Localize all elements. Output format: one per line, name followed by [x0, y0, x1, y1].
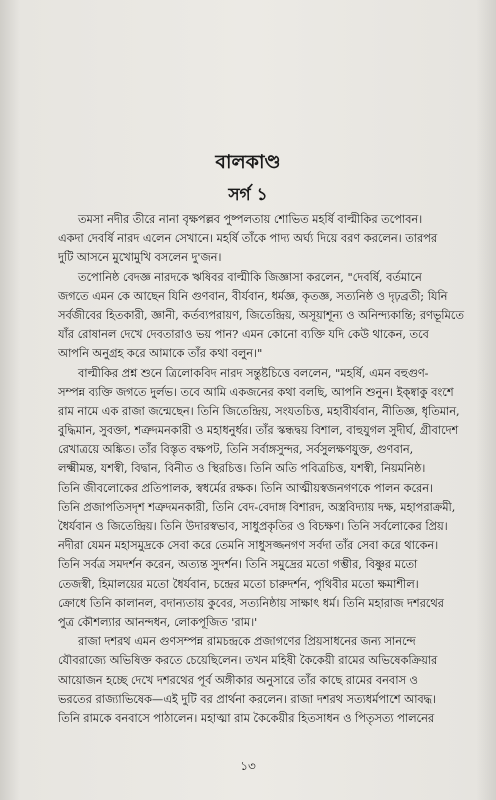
- text-line: রাজা দশরথ এমন গুণসম্পন্ন রামচন্দ্রকে প্রজাগণের প্রিয়সাধনের জন্য সানন্দে: [78, 635, 416, 649]
- text-line: জগতে এমন কে আছেন যিনি গুণবান, বীর্যবান, ধর্মজ্ঞ, কৃতজ্ঞ, সত্যনিষ্ঠ ও দৃঢ়ব্রতী; যিনি: [58, 289, 448, 303]
- text-line: সম্পন্ন ব্যক্তি জগতে দুর্লভ। তবে আমি একজনের কথা বলছি, আপনি শুনুন। ইক্ষ্বাকু বংশে: [58, 385, 454, 399]
- text-line: বুদ্ধিমান, সুবক্তা, শত্রুদমনকারী ও মহাধনুর্ধর। তাঁর স্কন্ধদ্বয় বিশাল, বাহুযুগল সুদীর্ঘ, গ্রীবাদেশ: [58, 424, 459, 438]
- text-line: তেজস্বী, হিমালয়ের মতো ধৈর্যবান, চন্দ্রের মতো চারুদর্শন, পৃথিবীর মতো ক্ষমাশীল।: [58, 577, 419, 591]
- text-line: পুত্র কৌশল্যার আনন্দধন, লোকপূজিত 'রাম।': [58, 615, 258, 629]
- text-line: ক্রোধে তিনি কালানল, বদান্যতায় কুবের, সত্যনিষ্ঠায় সাক্ষাৎ ধর্ম। তিনি মহারাজ দশরথের: [58, 596, 444, 610]
- text-line: নদীরা যেমন মহাসমুদ্রকে সেবা করে তেমনি সাধুসজ্জনগণ সর্বদা তাঁর সেবা করে থাকেন।: [58, 539, 439, 553]
- text-line: দুটি আসনে মুখোমুখি বসলেন দু'জন।: [58, 251, 222, 265]
- page-number: ১৩: [240, 759, 256, 773]
- text-line: বাল্মীকির প্রশ্ন শুনে ত্রিলোকবিদ নারদ সন্তুষ্টচিত্তে বললেন, "মহর্ষি, এমন বহুগুণ-: [78, 366, 429, 380]
- text-line: যাঁর রোষানল দেখে দেবতারাও ভয় পান? এমন কোনো ব্যক্তি যদি কেউ থাকেন, তবে: [58, 328, 429, 342]
- chapter-title: বালকাণ্ড: [215, 151, 281, 173]
- body-text: [58, 210, 466, 728]
- text-line: তিনি সর্বত্র সমদর্শন করেন, অত্যন্ত সুদর্শন। তিনি সমুদ্রের মতো গম্ভীর, বিষ্ণুর মতো: [58, 558, 418, 572]
- text-line: তিনি রামকে বনবাসে পাঠালেন। মহাত্মা রাম কৈকেয়ীর হিতসাধন ও পিতৃসত্য পালনের: [58, 711, 435, 725]
- text-line: তিনি জীবলোকের প্রতিপালক, স্বধর্মের রক্ষক। তিনি আত্মীয়স্বজনগণকে পালন করেন।: [58, 481, 434, 495]
- text-line: তিনি প্রজাপতিসদৃশ শত্রুদমনকারী, তিনি বেদ-বেদাঙ্গ বিশারদ, অস্ত্রবিদ্যায় দক্ষ, মহাপরাক্রমী,: [58, 500, 456, 514]
- text-line: আপনি অনুগ্রহ করে আমাকে তাঁর কথা বলুন।": [58, 347, 263, 361]
- text-line: ভরতের রাজ্যাভিষেক—এই দুটি বর প্রার্থনা করলেন। রাজা দশরথ সত্যধর্মপাশে আবদ্ধ।: [58, 692, 436, 706]
- text-line: একদা দেবর্ষি নারদ এলেন সেখানে। মহর্ষি তাঁকে পাদ্য অর্ঘ্য দিয়ে বরণ করলেন। তারপর: [58, 232, 438, 246]
- text-line: রেখাত্রয়ে অঙ্কিত। তাঁর বিস্তৃত বক্ষপট, তিনি সর্বাঙ্গসুন্দর, সর্বসুলক্ষণযুক্ত, গুণবান,: [58, 443, 414, 457]
- text-line: যৌবরাজ্যে অভিষিক্ত করতে চেয়েছিলেন। তখন মহিষী কৈকেয়ী রামের অভিষেকক্রিয়ার: [58, 654, 438, 668]
- text-line: তপোনিষ্ঠ বেদজ্ঞ নারদকে ঋষিবর বাল্মীকি জিজ্ঞাসা করলেন, "দেবর্ষি, বর্তমানে: [78, 270, 422, 284]
- section-title: সর্গ ১: [228, 185, 268, 205]
- text-line: লক্ষ্মীমন্ত, যশস্বী, বিদ্বান, বিনীত ও স্থিরচিত্ত। তিনি অতি পবিত্রচিত্ত, যশস্বী, নিয়মনিষ্ঠ।: [58, 462, 426, 476]
- text-line: তমসা নদীর তীরে নানা বৃক্ষপল্লব পুষ্পলতায় শোভিত মহর্ষি বাল্মীকির তপোবন।: [78, 213, 423, 226]
- text-line: সর্বজীবের হিতকারী, জ্ঞানী, কর্তব্যপরায়ণ, জিতেন্দ্রিয়, অসূয়াশূন্য ও অনিন্দ্যকান্তি; রণভূমিতে: [58, 308, 464, 322]
- text-line: রাম নামে এক রাজা জন্মেছেন। তিনি জিতেন্দ্রিয়, সংযতচিত্ত, মহাবীর্যবান, নীতিজ্ঞ, ধৃতিমান,: [58, 404, 460, 418]
- text-line: ধৈর্যবান ও জিতেন্দ্রিয়। তিনি উদারস্বভাব, সাধুপ্রকৃতির ও বিচক্ষণ। তিনি সর্বলোকের প্রিয়।: [58, 520, 448, 533]
- text-line: আয়োজন হচ্ছে দেখে দশরথের পূর্ব অঙ্গীকার অনুসারে তাঁর কাছে রামের বনবাস ও: [58, 673, 418, 687]
